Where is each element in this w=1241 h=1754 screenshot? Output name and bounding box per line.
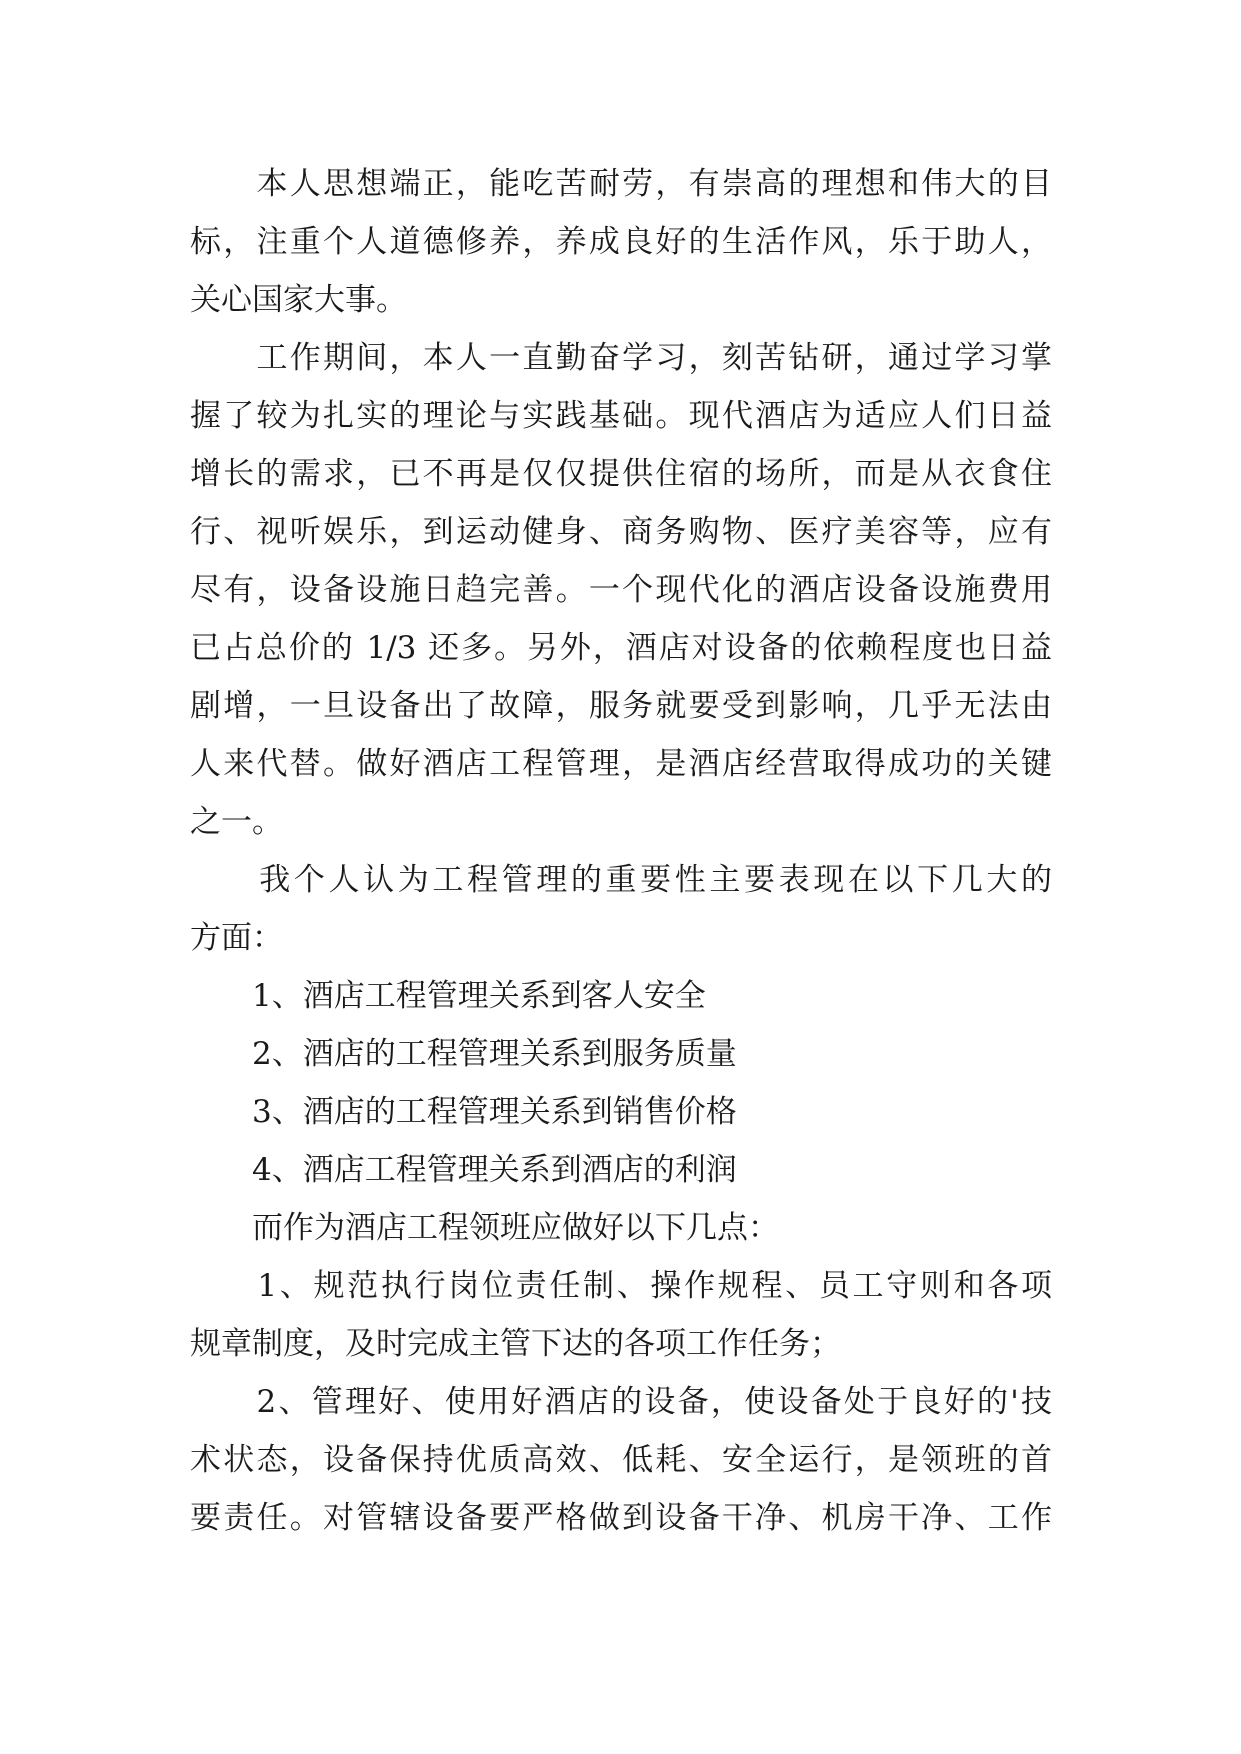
text-line: 尽有，设备设施日趋完善。一个现代化的酒店设备设施费用 bbox=[190, 572, 1052, 608]
text-line: 术状态，设备保持优质高效、低耗、安全运行，是领班的首 bbox=[190, 1442, 1052, 1478]
text-line: 关心国家大事。 bbox=[190, 282, 407, 318]
text-line: 本人思想端正，能吃苦耐劳，有崇高的理想和伟大的目 bbox=[190, 166, 1052, 202]
list-item: 1、规范执行岗位责任制、操作规程、员工守则和各项 bbox=[190, 1268, 1052, 1304]
text-line: 工作期间，本人一直勤奋学习，刻苦钻研，通过学习掌 bbox=[190, 340, 1052, 376]
text-line: 我个人认为工程管理的重要性主要表现在以下几大的 bbox=[190, 862, 1052, 898]
text-line: 剧增，一旦设备出了故障，服务就要受到影响，几乎无法由 bbox=[190, 688, 1052, 724]
text-line: 增长的需求，已不再是仅仅提供住宿的场所，而是从衣食住 bbox=[190, 456, 1052, 492]
list-item: 1、酒店工程管理关系到客人安全 bbox=[190, 978, 706, 1014]
list-item: 3、酒店的工程管理关系到销售价格 bbox=[190, 1094, 737, 1130]
text-line: 要责任。对管辖设备要严格做到设备干净、机房干净、工作 bbox=[190, 1500, 1052, 1536]
text-line: 之一。 bbox=[190, 804, 283, 840]
text-line: 而作为酒店工程领班应做好以下几点： bbox=[190, 1210, 779, 1246]
list-item: 2、酒店的工程管理关系到服务质量 bbox=[190, 1036, 737, 1072]
text-line: 人来代替。做好酒店工程管理，是酒店经营取得成功的关键 bbox=[190, 746, 1052, 782]
text-line: 规章制度，及时完成主管下达的各项工作任务； bbox=[190, 1326, 841, 1362]
text-line: 已占总价的 1/3 还多。另外，酒店对设备的依赖程度也日益 bbox=[190, 630, 1052, 666]
list-item: 4、酒店工程管理关系到酒店的利润 bbox=[190, 1152, 737, 1188]
list-item: 2、管理好、使用好酒店的设备，使设备处于良好的'技 bbox=[190, 1384, 1052, 1420]
text-line: 方面： bbox=[190, 920, 283, 956]
text-line: 标，注重个人道德修养，养成良好的生活作风，乐于助人， bbox=[190, 224, 1052, 260]
text-line: 行、视听娱乐，到运动健身、商务购物、医疗美容等，应有 bbox=[190, 514, 1052, 550]
text-line: 握了较为扎实的理论与实践基础。现代酒店为适应人们日益 bbox=[190, 398, 1052, 434]
